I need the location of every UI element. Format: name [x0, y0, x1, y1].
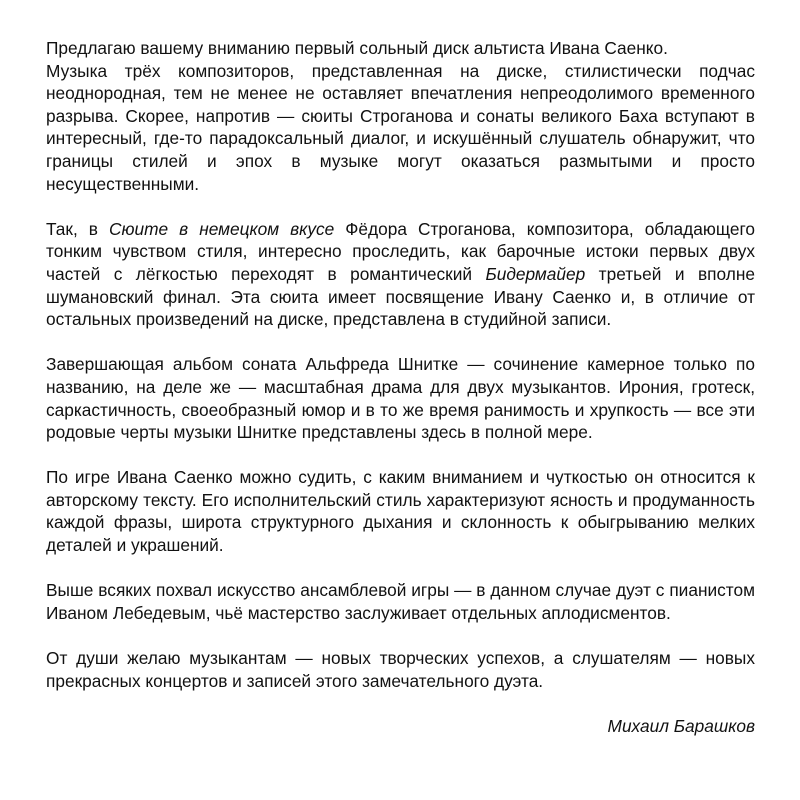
suite-text-part1: Так, в: [46, 218, 110, 239]
style-term: Бидермайер: [485, 263, 586, 284]
paragraph-stroganov-suite: [46, 218, 755, 331]
suite-text-part2: Фёдора Строганова, композитора, обладающего тонким чувством стиля, интересно проследить, как барочные истоки первых двух частей с лёгкостью переходят в романтический: [46, 218, 755, 284]
paragraph-performance: По игре Ивана Саенко можно судить, с каким вниманием и чуткостью он относится к авторскому тексту. Его исполнительский стиль характеризуют ясность и продуманность каждой фразы, широта структурного дыхания и склонность к обыгрыванию мелких деталей и украшений.: [46, 467, 755, 556]
intro-body: Музыка трёх композиторов, представленная на диске, стилистически подчас неоднородная, тем не менее не оставляет впечатления непреодолимого временного разрыва. Скорее, напротив — сюиты Строганова и сонаты великого Баха вступают в интересный, где-то парадоксальный диалог, и искушённый слушатель обнаружит, что границы стилей и эпох в музыке могут оказаться размытыми и просто несущественными.: [46, 60, 755, 194]
paragraph-intro: [46, 37, 755, 195]
paragraph-ensemble: Выше всяких похвал искусство ансамблевой игры — в данном случае дуэт с пианистом Иваном Лебедевым, чьё мастерство заслуживает отдельных аплодисментов.: [46, 580, 755, 623]
suite-text-part3: третьей и вполне шумановский финал. Эта сюита имеет посвящение Ивану Саенко и, в отличие от остальных произведений на диске, представлена в студийной записи.: [46, 263, 755, 330]
intro-first-line: Предлагаю вашему вниманию первый сольный диск альтиста Ивана Саенко.: [46, 38, 668, 58]
paragraph-schnittke-sonata: Завершающая альбом соната Альфреда Шнитке — сочинение камерное только по названию, на деле же — масштабная драма для двух музыкантов. Ирония, гротеск, саркастичность, своеобразный юмор и в то же время ранимость и хрупкость — все эти родовые черты музыки Шнитке представлены здесь в полной мере.: [46, 354, 755, 443]
signature: Михаил Барашков: [607, 715, 755, 736]
paragraph-wishes: От души желаю музыкантам — новых творческих успехов, а слушателям — новых прекрасных концертов и записей этого замечательного дуэта.: [46, 648, 755, 691]
suite-title: Сюите в немецком вкусе: [109, 218, 335, 239]
letter-page: [46, 37, 755, 737]
